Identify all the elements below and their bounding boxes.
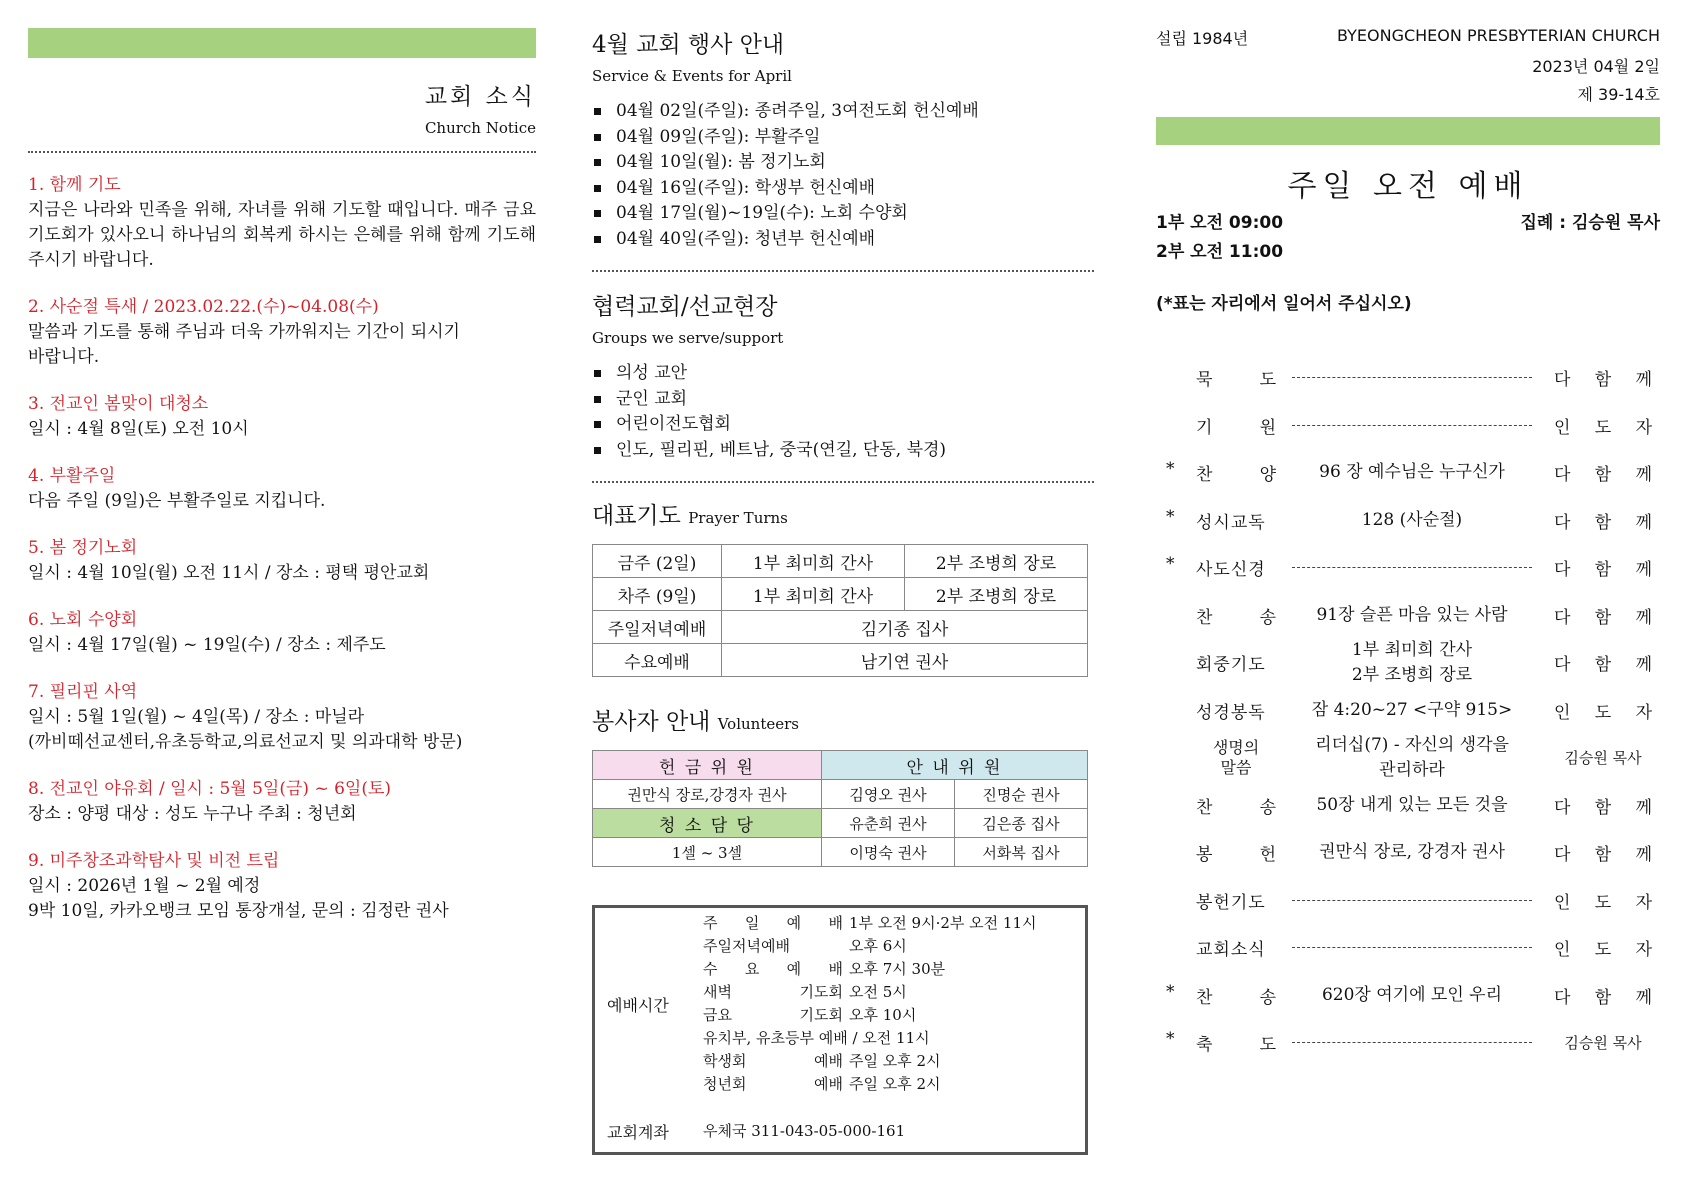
order-row: [1156, 592, 1660, 640]
service-time-1: 1부 오전 09:00: [1156, 213, 1284, 233]
list-item: 어린이전도협회: [592, 412, 1094, 438]
order-item-name: 생명의 말씀: [1212, 737, 1260, 777]
order-item-leader: 다 함 께: [1554, 987, 1652, 1008]
standing-mark: *: [1166, 554, 1175, 574]
list-item: 04월 40일(주일): 청년부 헌신예배: [592, 227, 1094, 253]
prayer-cell: 금주 (2일): [593, 545, 722, 578]
cleaning-header: 청 소 담 당: [593, 809, 822, 838]
schedule-row: [703, 935, 1036, 958]
schedule-value: 1부 오전 9시·2부 오전 11시: [849, 914, 1037, 932]
prayer-row: [593, 611, 1088, 644]
green-header-bar: [28, 28, 536, 58]
usher-header: 안 내 위 원: [822, 751, 1088, 780]
order-content-text: 96 장 예수님은 누구신가: [1319, 462, 1505, 482]
schedule-value: 주일 오후 2시: [849, 1075, 941, 1093]
schedule-full: 유치부, 유초등부 예배 / 오전 11시: [703, 1029, 930, 1047]
prayer-cell: 차주 (9일): [593, 578, 722, 611]
order-item-leader: 다 함 께: [1554, 607, 1652, 628]
notice-item: [28, 777, 536, 827]
order-item-content: [1292, 782, 1532, 829]
order-item-name: 성경봉독: [1196, 702, 1266, 723]
groups-title: 협력교회/선교현장: [592, 294, 778, 320]
dash-line: [1292, 425, 1532, 426]
usher-name: 김영오 권사: [822, 780, 955, 809]
prayer-cell: 1부 최미희 간사: [722, 578, 905, 611]
order-row: [1156, 402, 1660, 450]
order-item-name: 찬 송: [1196, 607, 1276, 628]
presider: 집례 : 김승원 목사: [1520, 213, 1660, 233]
order-item-leader: 인 도 자: [1554, 702, 1652, 723]
order-row: [1156, 687, 1660, 735]
volunteers-table: [592, 750, 1088, 867]
notice-item-body: 지금은 나라와 민족을 위해, 자녀를 위해 기도할 때입니다. 매주 금요기도회가 있사오니 하나님의 회복케 하시는 은혜를 위해 함께 기도해 주시기 바랍니다.: [28, 200, 536, 270]
notice-item-title: 7. 필리핀 사역: [28, 682, 138, 702]
order-item-content: [1292, 497, 1532, 544]
order-item-content: [1292, 1019, 1532, 1066]
notice-list: [28, 173, 536, 924]
schedule-value: 오후 7시 30분: [849, 960, 946, 978]
usher-name: 김은종 집사: [955, 809, 1088, 838]
schedule-key: 금요 기도회: [703, 1006, 843, 1024]
schedule-label: 예배시간: [607, 996, 669, 1015]
order-item-name: 봉 헌: [1196, 845, 1276, 865]
volunteers-title-en: Volunteers: [717, 715, 799, 733]
stand-note: (*표는 자리에서 일어서 주십시오): [1156, 294, 1412, 314]
prayer-cell: 수요예배: [593, 644, 722, 677]
list-item: 04월 17일(월)~19일(수): 노회 수양회: [592, 201, 1094, 227]
order-item-content: [1292, 687, 1532, 734]
notice-item-title: 4. 부활주일: [28, 466, 116, 486]
order-row: [1156, 354, 1660, 402]
service-time-2: 2부 오전 11:00: [1156, 242, 1284, 262]
list-item: 의성 교안: [592, 361, 1094, 387]
dash-line: [1292, 1042, 1532, 1043]
notice-item: [28, 608, 536, 658]
service-column: [1156, 0, 1660, 1067]
prayer-cell: 주일저녁예배: [593, 611, 722, 644]
order-row: [1156, 734, 1660, 782]
schedule-key: 주 일 예 배: [703, 914, 843, 932]
events-subtitle: Service & Events for April: [592, 67, 792, 85]
schedule-value: 오후 10시: [849, 1006, 917, 1024]
list-item: 인도, 필리핀, 베트남, 중국(연길, 단동, 북경): [592, 438, 1094, 464]
order-row: [1156, 924, 1660, 972]
order-item-leader: 인 도 자: [1554, 892, 1652, 913]
notice-item-body: 다음 주일 (9일)은 부활주일로 지킵니다.: [28, 491, 326, 511]
schedule-key: 청년회 예배: [703, 1075, 843, 1093]
notice-item: [28, 536, 536, 586]
notice-item-title: 5. 봄 정기노회: [28, 538, 138, 558]
order-content-text: 리더십(7) - 자신의 생각을 관리하라: [1315, 734, 1509, 780]
order-content-text: 잠 4:20~27 <구약 915>: [1311, 699, 1513, 720]
order-item-name: 찬 양: [1196, 465, 1276, 485]
order-row: [1156, 544, 1660, 592]
list-item: 04월 16일(주일): 학생부 헌신예배: [592, 176, 1094, 202]
prayer-section: [592, 497, 1094, 677]
divider: [592, 481, 1094, 483]
order-item-leader: 김승원 목사: [1564, 749, 1642, 767]
order-item-content: [1292, 829, 1532, 876]
schedule-value: 오전 5시: [849, 983, 907, 1001]
order-item-content: [1292, 402, 1532, 449]
order-item-content: [1292, 449, 1532, 496]
order-item-leader: 다 함 께: [1554, 370, 1652, 390]
groups-subtitle: Groups we serve/support: [592, 329, 784, 347]
schedule-row: [703, 958, 1036, 981]
schedule-row: [703, 1004, 1036, 1027]
church-header: [1156, 26, 1660, 49]
schedule-row: [703, 1050, 1036, 1073]
notice-item-title: 1. 함께 기도: [28, 175, 121, 195]
groups-section: [592, 288, 1094, 463]
volunteers-section: [592, 703, 1094, 867]
order-row: [1156, 972, 1660, 1020]
order-item-leader: 인 도 자: [1554, 940, 1652, 960]
standing-mark: *: [1166, 506, 1175, 527]
standing-mark: *: [1166, 1029, 1175, 1049]
order-item-content: [1292, 544, 1532, 591]
schedule-row: [703, 1027, 1036, 1050]
events-section: [592, 26, 1094, 252]
issue-number: 제 39-14호: [1577, 85, 1660, 104]
notice-item-title: 8. 전교인 야유회 / 일시 : 5월 5일(금) ~ 6일(토): [28, 779, 392, 799]
schedule-key: 학생회 예배: [703, 1052, 843, 1070]
prayer-cell: 1부 최미희 간사: [722, 545, 905, 578]
service-title: 주일 오전 예배: [1287, 169, 1529, 204]
divider: [28, 151, 536, 153]
order-item-leader: 다 함 께: [1554, 560, 1652, 580]
church-notice-column: [28, 0, 536, 946]
notice-item-body: 일시 : 2026년 1월 ~ 2월 예정 9박 10일, 카카오뱅크 모임 통장개설, 문의 : 김정란 권사: [28, 876, 449, 921]
account-label: 교회계좌: [607, 1123, 669, 1142]
volunteers-title: [592, 703, 1094, 736]
order-item-content: [1292, 877, 1532, 924]
list-item: 04월 09일(주일): 부활주일: [592, 125, 1094, 151]
groups-list: [592, 361, 1094, 463]
order-item-content: [1292, 592, 1532, 639]
events-list: [592, 99, 1094, 252]
worship-schedule-box: [592, 905, 1088, 1155]
bulletin-date: 2023년 04월 2일: [1532, 57, 1660, 76]
dash-line: [1292, 567, 1532, 568]
order-item-name: 사도신경: [1196, 560, 1266, 580]
schedule-key: 수 요 예 배: [703, 960, 843, 978]
prayer-title: [592, 497, 1094, 530]
prayer-cell: 2부 조병희 장로: [905, 578, 1088, 611]
notice-item-title: 2. 사순절 특새 / 2023.02.22.(수)~04.08(수): [28, 297, 379, 317]
offering-header: 헌 금 위 원: [593, 751, 822, 780]
schedule-rows: [703, 912, 1036, 1096]
order-item-content: [1292, 734, 1532, 781]
account-value: 우체국 311-043-05-000-161: [703, 1122, 906, 1140]
order-content-text: 권만식 장로, 강경자 권사: [1319, 842, 1505, 862]
notice-item: [28, 464, 536, 514]
prayer-cell: 김기종 집사: [722, 611, 1088, 644]
notice-item-body: 일시 : 5월 1일(월) ~ 4일(목) / 장소 : 마닐라 (까비떼선교센터,유초등학교,의료선교지 및 의과대학 방문): [28, 707, 463, 752]
notice-item-title: 3. 전교인 봄맞이 대청소: [28, 394, 209, 414]
prayer-title-ko: 대표기도: [592, 503, 681, 529]
prayer-row: [593, 644, 1088, 677]
order-item-name: 축 도: [1196, 1035, 1276, 1055]
church-name: BYEONGCHEON PRESBYTERIAN CHURCH: [1337, 26, 1660, 45]
schedule-value: 오후 6시: [849, 937, 907, 955]
notice-item: [28, 173, 536, 273]
notice-item: [28, 295, 536, 370]
schedule-row: [703, 1073, 1036, 1096]
order-row: [1156, 877, 1660, 925]
order-row: [1156, 639, 1660, 687]
notice-subtitle: Church Notice: [424, 119, 536, 137]
order-item-name: 찬 송: [1196, 797, 1276, 818]
usher-name: 이명숙 권사: [822, 838, 955, 867]
order-item-leader: 다 함 께: [1554, 845, 1652, 865]
green-header-bar: [1156, 117, 1660, 145]
prayer-cell: 남기연 권사: [722, 644, 1088, 677]
order-item-leader: 인 도 자: [1554, 417, 1652, 438]
schedule-value: 주일 오후 2시: [849, 1052, 941, 1070]
order-item-leader: 다 함 께: [1554, 797, 1652, 818]
prayer-cell: 2부 조병희 장로: [905, 545, 1088, 578]
order-content-text: 128 (사순절): [1361, 509, 1463, 530]
order-item-name: 기 원: [1196, 417, 1276, 438]
order-row: [1156, 449, 1660, 497]
order-item-name: 묵 도: [1196, 370, 1276, 390]
events-title: 4월 교회 행사 안내: [592, 32, 785, 58]
notice-item-body: 일시 : 4월 17일(월) ~ 19일(수) / 장소 : 제주도: [28, 635, 386, 655]
order-item-name: 성시교독: [1196, 512, 1266, 533]
schedule-key: 주일저녁예배: [703, 937, 790, 955]
order-item-leader: 다 함 께: [1554, 465, 1652, 485]
usher-name: 서화복 집사: [955, 838, 1088, 867]
notice-item-title: 6. 노회 수양회: [28, 610, 138, 630]
bulletin-date-block: [1156, 53, 1660, 109]
notice-item-body: 장소 : 양평 대상 : 성도 누구나 주최 : 청년회: [28, 804, 357, 824]
order-item-name: 교회소식: [1196, 940, 1266, 960]
notice-item-body: 말씀과 기도를 통해 주님과 더욱 가까워지는 기간이 되시기 바랍니다.: [28, 322, 460, 367]
dash-line: [1292, 900, 1532, 901]
order-content-text: 1부 최미희 간사 2부 조병희 장로: [1351, 639, 1473, 685]
notice-item-body: 일시 : 4월 10일(월) 오전 11시 / 장소 : 평택 평안교회: [28, 563, 430, 583]
dash-line: [1292, 377, 1532, 378]
schedule-row: [703, 912, 1036, 935]
volunteers-title-ko: 봉사자 안내: [592, 709, 711, 735]
notice-item: [28, 849, 536, 924]
events-column: [592, 0, 1094, 1155]
order-row: [1156, 829, 1660, 877]
usher-name: 진명순 권사: [955, 780, 1088, 809]
list-item: 군인 교회: [592, 387, 1094, 413]
order-content-text: 620장 여기에 모인 우리: [1321, 984, 1503, 1005]
schedule-key: 새벽 기도회: [703, 983, 843, 1001]
order-item-content: [1292, 972, 1532, 1019]
order-item-content: [1292, 354, 1532, 401]
prayer-row: [593, 545, 1088, 578]
prayer-row: [593, 578, 1088, 611]
order-row: [1156, 497, 1660, 545]
standing-mark: *: [1166, 981, 1175, 1002]
dash-line: [1292, 947, 1532, 948]
order-item-name: 찬 송: [1196, 987, 1276, 1008]
prayer-title-en: Prayer Turns: [688, 509, 788, 527]
notice-item: [28, 392, 536, 442]
order-item-name: 봉헌기도: [1196, 892, 1266, 913]
notice-item: [28, 680, 536, 755]
founded-year: 설립 1984년: [1156, 29, 1249, 48]
order-item-leader: 김승원 목사: [1564, 1034, 1642, 1052]
offering-names: 권만식 장로,강경자 권사: [593, 780, 822, 809]
list-item: 04월 10일(월): 봄 정기노회: [592, 150, 1094, 176]
notice-header: [28, 78, 536, 137]
standing-mark: *: [1166, 459, 1175, 479]
schedule-row: [703, 981, 1036, 1004]
order-of-worship: [1156, 354, 1660, 1067]
usher-name: 유춘희 권사: [822, 809, 955, 838]
order-item-content: [1292, 924, 1532, 971]
order-content-text: 91장 슬픈 마음 있는 사람: [1316, 604, 1508, 625]
order-item-leader: 다 함 께: [1554, 512, 1652, 533]
order-content-text: 50장 내게 있는 모든 것을: [1316, 794, 1508, 815]
order-item-leader: 다 함 께: [1554, 655, 1652, 675]
prayer-table: [592, 544, 1088, 677]
order-row: [1156, 782, 1660, 830]
order-item-name: 회중기도: [1196, 655, 1266, 675]
notice-title: 교회 소식: [424, 84, 536, 110]
notice-item-body: 일시 : 4월 8일(토) 오전 10시: [28, 419, 249, 439]
list-item: 04월 02일(주일): 종려주일, 3여전도회 헌신예배: [592, 99, 1094, 125]
divider: [592, 270, 1094, 272]
order-item-content: [1292, 639, 1532, 686]
cleaning-value: 1셀 ~ 3셀: [593, 838, 822, 867]
notice-item-title: 9. 미주창조과학탐사 및 비전 트립: [28, 851, 280, 871]
service-times: [1156, 209, 1660, 267]
order-row: [1156, 1019, 1660, 1067]
